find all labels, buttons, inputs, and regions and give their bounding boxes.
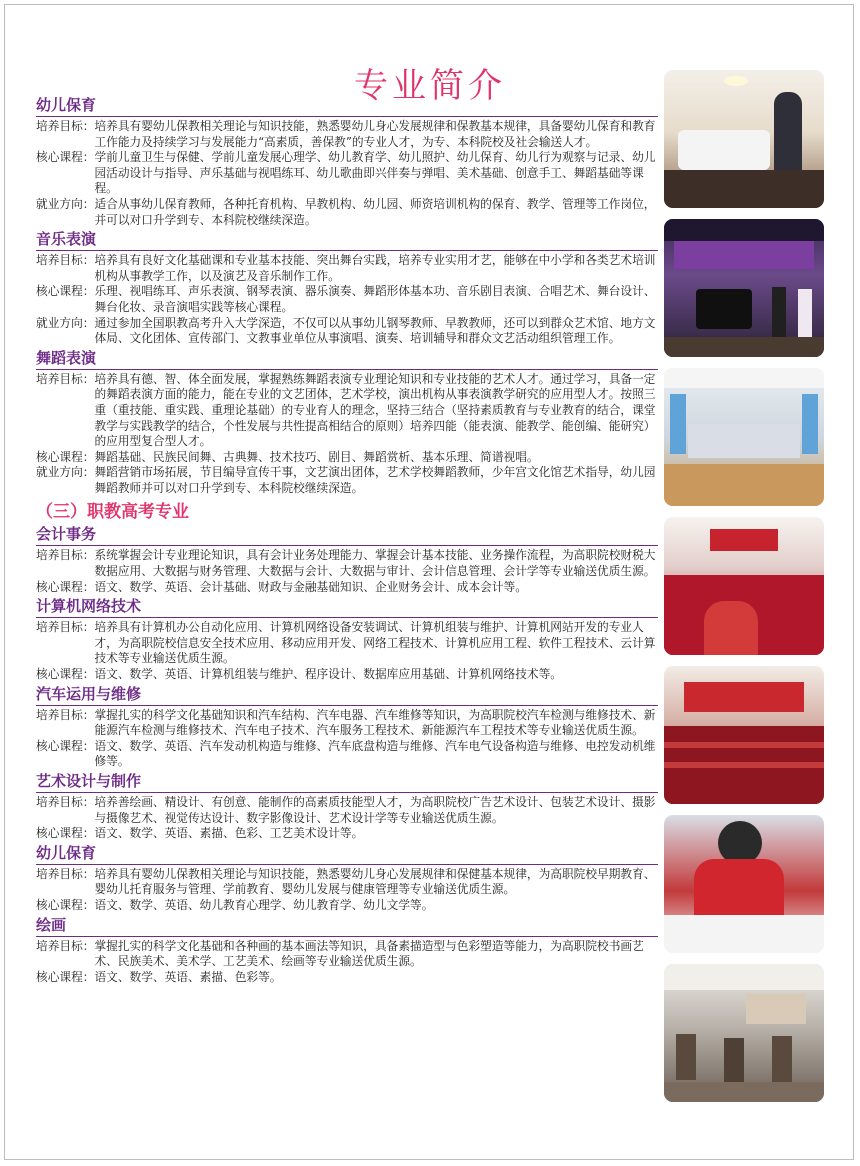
major-entry (36, 119, 658, 150)
entry-text: 学前儿童卫生与保健、学前儿童发展心理学、幼儿教育学、幼儿照护、幼儿保育、幼儿行为观察与记录、幼儿园活动设计与指导、声乐基础与视唱练耳、幼儿歌曲即兴伴奏与弹唱、美术基础、创意手工、舞蹈基础等课程。 (94, 150, 656, 196)
major-entry (36, 795, 658, 826)
entry-text: 适合从事幼儿保育教师，各种托育机构、早教机构、幼儿园、师资培训机构的保育、教学、管理等工作岗位，并可以对口升学到专、本科院校继续深造。 (94, 196, 656, 227)
entry-text: 语文、数学、英语、素描、色彩、工艺美术设计等。 (94, 826, 364, 841)
entry-text: 舞蹈基础、民族民间舞、古典舞、技术技巧、剧目、舞蹈赏析、基本乐理、简谱视唱。 (94, 449, 539, 464)
major-title: 舞蹈表演 (36, 349, 658, 370)
major-entry (36, 150, 658, 197)
entry-text: 语文、数学、英语、会计基础、财政与金融基础知识、企业财务会计、成本会计等。 (94, 579, 527, 594)
entry-text: 系统掌握会计专业理论知识，具有会计业务处理能力、掌握会计基本技能、业务操作流程，为高职院校财税大数据应用、大数据与财务管理、大数据与会计、大数据与审计、会计信息管理、会计学等专业输送优质生源。 (94, 548, 656, 579)
major-title: 艺术设计与制作 (36, 772, 658, 793)
photo-music-performance (664, 219, 824, 357)
entry-label: 培养目标： (36, 119, 95, 133)
entry-text: 舞蹈营销市场拓展，节目编导宣传干事，文艺演出团体，艺术学校舞蹈教师，少年宫文化馆艺术指导，幼儿园舞蹈教师并可以对口升学到专、本科院校继续深造。 (94, 465, 656, 495)
major-section (36, 525, 658, 595)
major-entry (36, 667, 658, 683)
bottom-sections (36, 525, 658, 985)
major-entry (36, 620, 658, 667)
entry-text: 培养具有婴幼儿保教相关理论与知识技能，熟悉婴幼儿身心发展规律和保教基本规律，具备婴幼儿保育和教育工作能力及持续学习与发展能力“高素质，善保教”的专业人才，为专、本科院校及社会输送人才。 (94, 119, 656, 149)
major-entry (36, 739, 658, 770)
entry-label: 核心课程： (36, 738, 95, 753)
photo-dance-studio (664, 368, 824, 506)
major-section (36, 230, 658, 347)
top-sections (36, 96, 658, 496)
major-title: 音乐表演 (36, 230, 658, 251)
major-section (36, 349, 658, 497)
entry-text: 培养具有德、智、体全面发展，掌握熟练舞蹈表演专业理论知识和专业技能的艺术人才。通过学习，具备一定的舞蹈表演方面的能力，能在专业的文艺团体，艺术学校，演出机构从事表演教学研究的应用型人才。按照三重（重技能、重实践、重理论基础）的专业育人的理念，坚持三结合（坚持素质教育与专业教育的结合，课堂教学与实践教学的结合，个性发展与共性提高相结合的原则）培养四能（能表演、能教学、能创编、能研究）的应用型复合型人才。 (94, 371, 656, 449)
major-entry (36, 970, 658, 986)
major-entry (36, 253, 658, 284)
page-title: 专业简介 (354, 66, 506, 106)
entry-text: 语文、数学、英语、汽车发动机构造与维修、汽车底盘构造与维修、汽车电气设备构造与维修、电控发动机维修等。 (94, 738, 656, 769)
entry-label: 核心课程： (36, 969, 95, 984)
entry-label: 核心课程： (36, 150, 95, 165)
entry-text: 掌握扎实的科学文化基础知识和汽车结构、汽车电器、汽车维修等知识，为高职院校汽车检测与维修技术、新能源汽车检测与维修技术、汽车电子技术、汽车服务工程技术、新能源汽车工程技术等专业输送优质生源。 (94, 707, 656, 738)
major-entry (36, 284, 658, 315)
photo-student-writing (664, 815, 824, 953)
content-column (36, 94, 658, 987)
major-entry (36, 867, 658, 898)
group-title: （三）职教高考专业 (36, 502, 189, 523)
major-entry (36, 548, 658, 579)
entry-label: 培养目标： (36, 620, 95, 635)
entry-label: 就业方向： (36, 315, 95, 330)
entry-label: 就业方向： (36, 465, 95, 480)
entry-label: 培养目标： (36, 707, 95, 722)
entry-text: 通过参加全国职教高考升入大学深造，不仅可以从事幼儿钢琴教师、早教教师，还可以到群众艺术馆、地方文体局、文化团体、宣传部门、文教事业单位从事演唱、演奏、培训辅导和群众文艺活动组织管理工作。 (94, 315, 656, 346)
entry-label: 核心课程： (36, 897, 95, 912)
major-entry (36, 708, 658, 739)
major-title: 幼儿保育 (36, 96, 658, 117)
major-entry (36, 465, 658, 496)
entry-text: 掌握扎实的科学文化基础和各种画的基本画法等知识，具备素描造型与色彩塑造等能力，为高职院校书画艺术、民族美术、美术学、工艺美术、绘画等专业输送优质生源。 (94, 938, 644, 969)
entry-label: 核心课程： (36, 579, 95, 594)
photo-art-studio (664, 964, 824, 1102)
major-entry (36, 826, 658, 842)
major-title: 绘画 (36, 916, 658, 937)
entry-label: 核心课程： (36, 826, 95, 841)
entry-text: 培养善绘画、精设计、有创意、能制作的高素质技能型人才，为高职院校广告艺术设计、包装艺术设计、摄影与摄像艺术、视觉传达设计、数字影像设计、艺术设计学等专业输送优质生源。 (94, 795, 656, 825)
entry-label: 培养目标： (36, 253, 95, 268)
entry-label: 核心课程： (36, 667, 95, 682)
entry-label: 培养目标： (36, 548, 95, 563)
entry-label: 培养目标： (36, 795, 95, 809)
major-section (36, 685, 658, 770)
entry-label: 培养目标： (36, 938, 95, 953)
photo-column (664, 70, 824, 1113)
major-title: 会计事务 (36, 525, 658, 546)
major-title: 幼儿保育 (36, 844, 658, 865)
major-entry (36, 939, 658, 970)
photo-auditorium (664, 517, 824, 655)
entry-label: 核心课程： (36, 284, 95, 299)
entry-text: 培养具有婴幼儿保教相关理论与知识技能，熟悉婴幼儿身心发展规律和保健基本规律，为高职院校早期教育、婴幼儿托育服务与管理、学前教育、婴幼儿发展与健康管理等专业输送优质生源。 (94, 866, 656, 897)
entry-label: 核心课程： (36, 449, 95, 464)
major-entry (36, 316, 658, 347)
major-section (36, 916, 658, 986)
entry-text: 语文、数学、英语、素描、色彩等。 (94, 969, 282, 984)
entry-label: 培养目标： (36, 371, 95, 386)
entry-text: 乐理、视唱练耳、声乐表演、钢琴表演、器乐演奏、舞蹈形体基本功、音乐剧目表演、合唱艺术、舞台设计、舞台化妆、录音演唱实践等核心课程。 (94, 284, 656, 314)
major-section (36, 597, 658, 682)
major-entry (36, 580, 658, 596)
entry-text: 语文、数学、英语、计算机组装与维护、程序设计、数据库应用基础、计算机网络技术等。 (94, 667, 562, 682)
major-title: 汽车运用与维修 (36, 685, 658, 706)
entry-label: 培养目标： (36, 866, 95, 881)
photo-classroom (664, 70, 824, 208)
major-section (36, 844, 658, 914)
major-section (36, 96, 658, 228)
major-entry (36, 372, 658, 450)
major-entry (36, 898, 658, 914)
entry-text: 培养具有计算机办公自动化应用、计算机网络设备安装调试、计算机组装与维护、计算机网站开发的专业人才，为高职院校信息安全技术应用、移动应用开发、网络工程技术、计算机应用工程、软件工程技术、云计算技术等专业输送优质生源。 (94, 620, 656, 666)
major-entry (36, 450, 658, 466)
photo-meeting-hall (664, 666, 824, 804)
major-section (36, 772, 658, 842)
entry-text: 培养具有良好文化基础课和专业基本技能、突出舞台实践，培养专业实用才艺，能够在中小学和各类艺术培训机构从事教学工作，以及演艺及音乐制作工作。 (94, 253, 656, 283)
major-entry (36, 197, 658, 228)
entry-label: 就业方向： (36, 196, 95, 211)
major-title: 计算机网络技术 (36, 597, 658, 618)
entry-text: 语文、数学、英语、幼儿教育心理学、幼儿教育学、幼儿文学等。 (94, 897, 434, 912)
